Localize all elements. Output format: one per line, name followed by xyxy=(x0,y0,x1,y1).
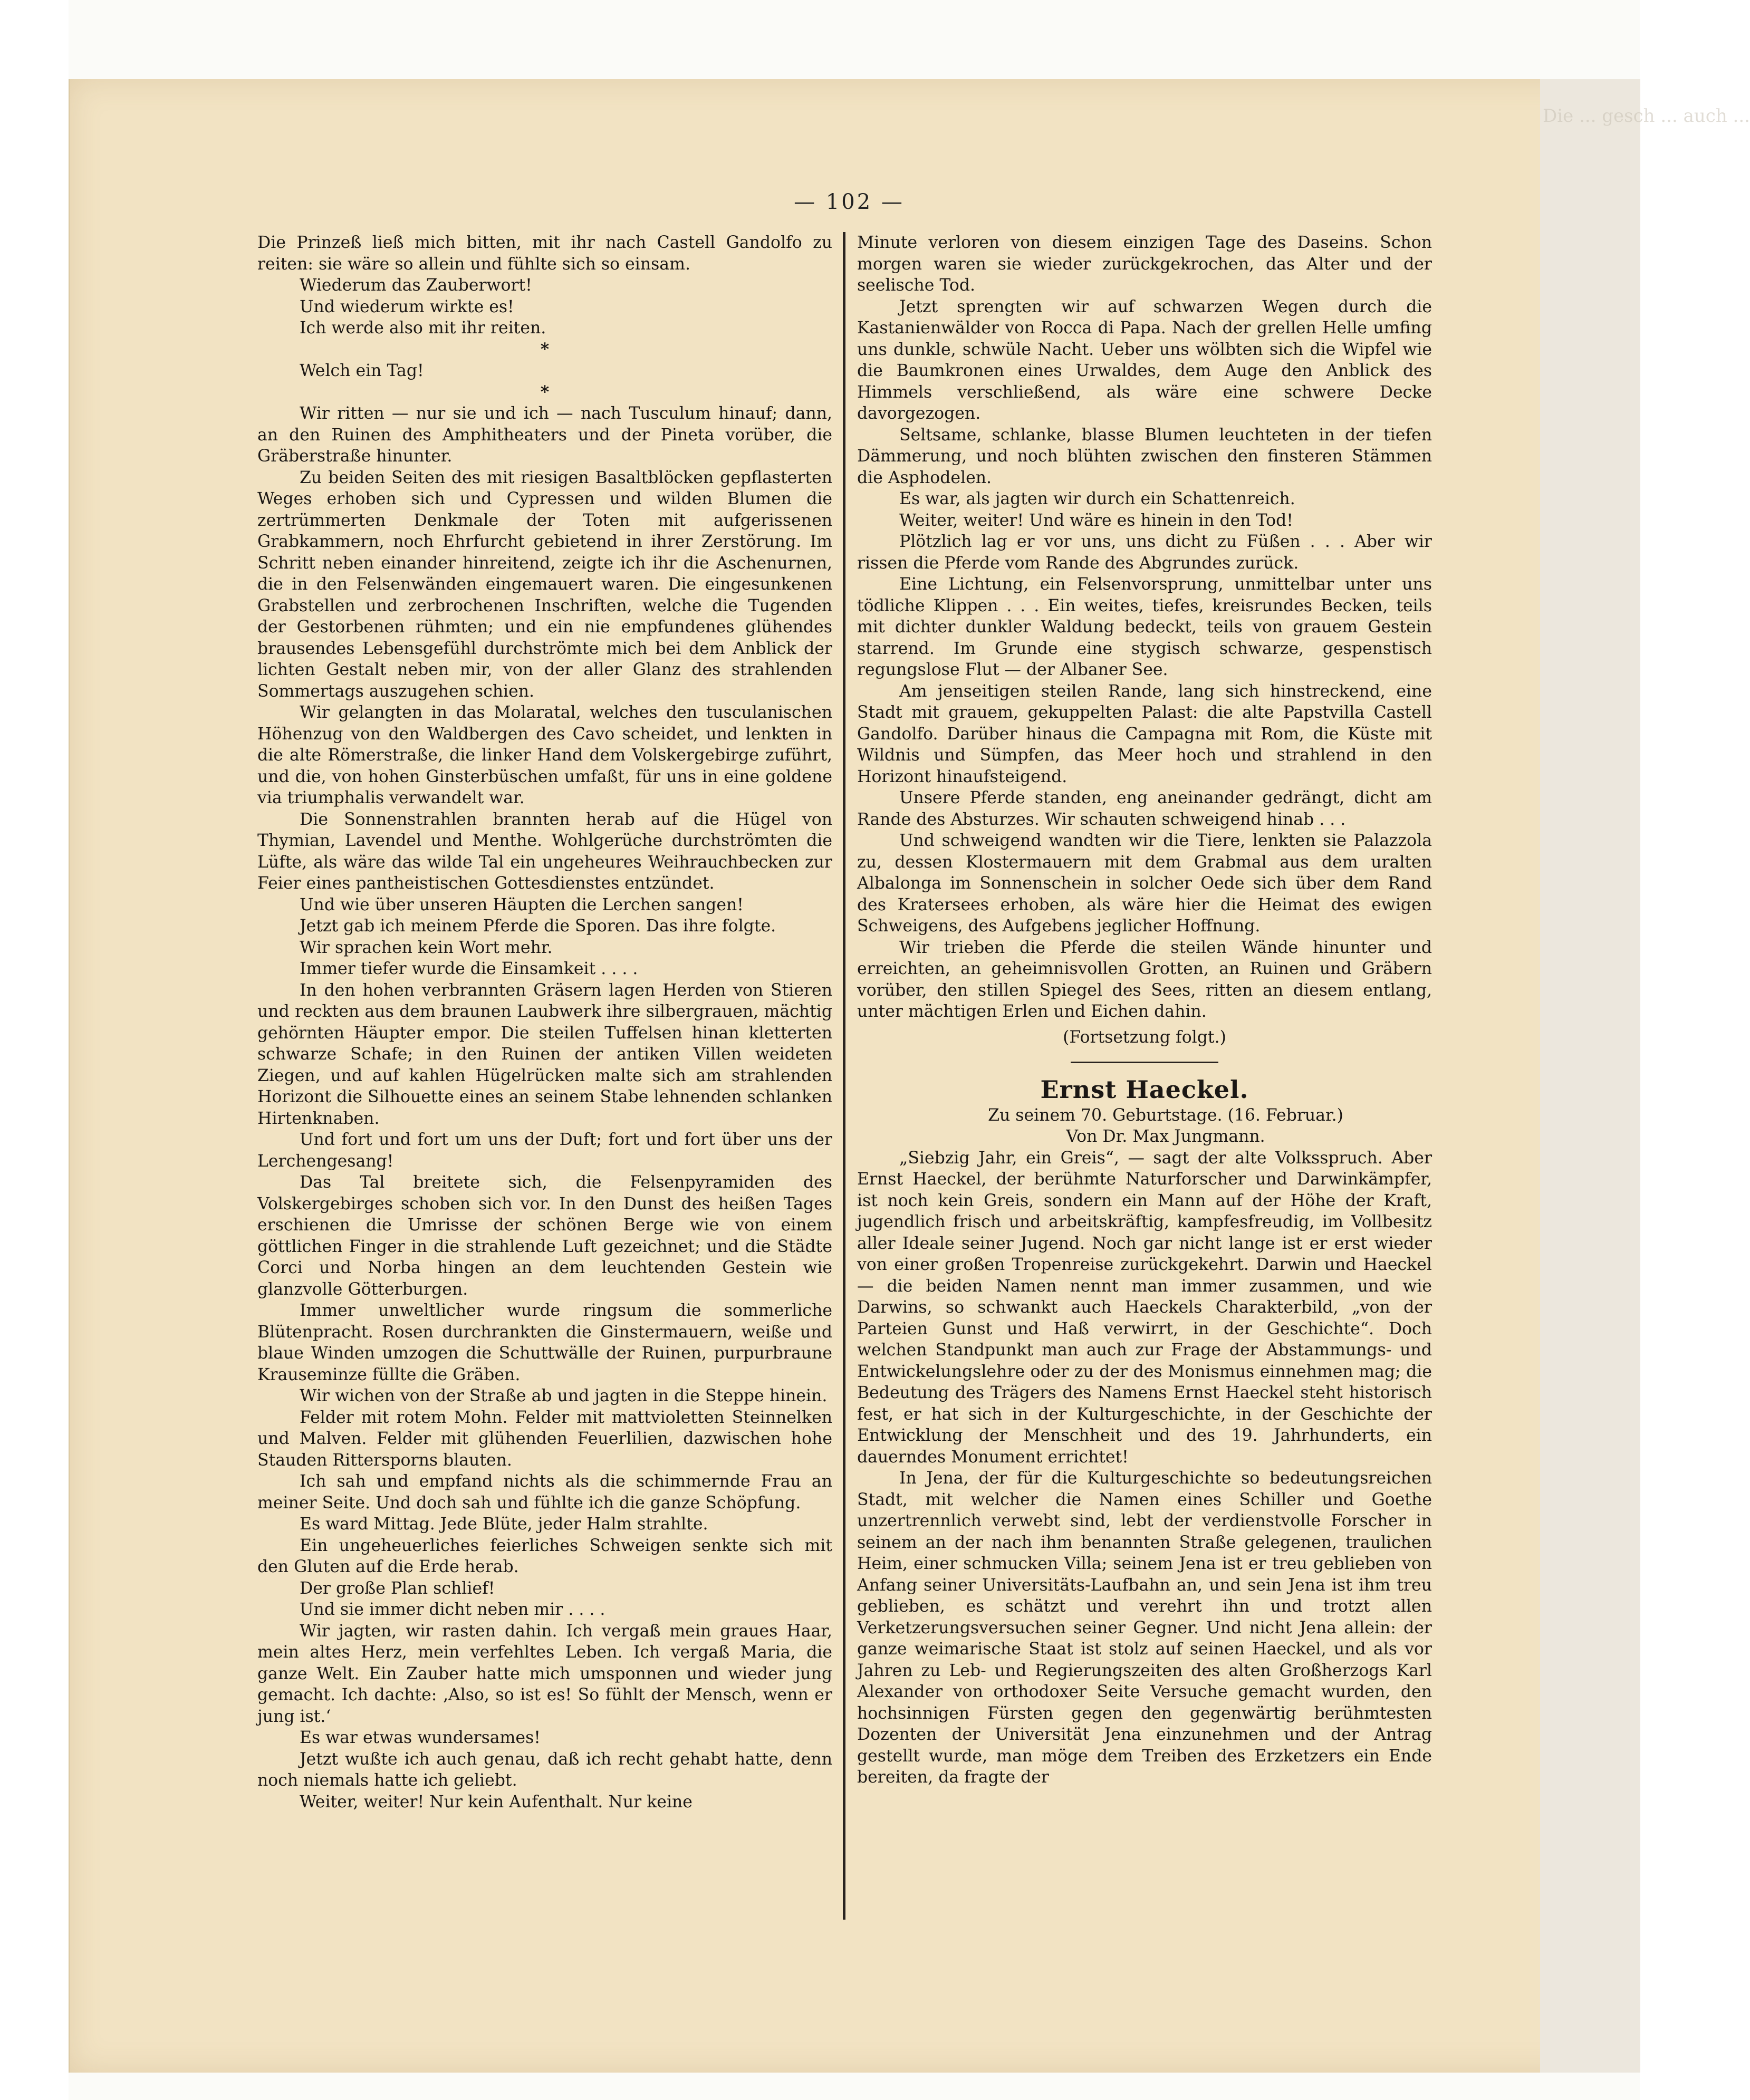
paragraph: Wir gelangten in das Molaratal, welches den tusculanischen Höhenzug von den Waldbergen des Cavo scheidet, und lenkten in die alte Römerstraße, die linker Hand dem Volskergebirge zuführt, und die, von hohen Ginsterbüschen umfaßt, für uns in eine goldene via triumphalis verwandelt war. xyxy=(257,703,832,807)
paragraph: Ein ungeheuerliches feierliches Schweigen senkte sich mit den Gluten auf die Erde herab. xyxy=(257,1536,832,1576)
paragraph: Unsere Pferde standen, eng aneinander gedrängt, dicht am Rande des Absturzes. Wir schauten schweigend hinab . . . xyxy=(857,788,1432,829)
paragraph: Wiederum das Zauberwort! xyxy=(300,276,532,295)
paragraph: Jetzt sprengten wir auf schwarzen Wegen durch die Kastanienwälder von Rocca di Papa. Nach der grellen Helle umfing uns dunkle, schwüle Nacht. Ueber uns wölbten sich die Wipfel wie die Baumkronen eines Urwaldes, dem Auge den Anblick des Himmels verschließend, als wäre eine schwere Decke davorgezogen. xyxy=(857,297,1432,423)
paragraph: Ich werde also mit ihr reiten. xyxy=(300,319,546,338)
right-column xyxy=(857,232,1432,1788)
paragraph: Es war, als jagten wir durch ein Schattenreich. xyxy=(899,489,1295,508)
paragraph: Und fort und fort um uns der Duft; fort und fort über uns der Lerchengesang! xyxy=(257,1130,832,1171)
paragraph: Weiter, weiter! Nur kein Aufenthalt. Nur keine xyxy=(300,1792,693,1812)
paragraph: In den hohen verbrannten Gräsern lagen Herden von Stieren und reckten aus dem braunen Laubwerk ihre silbergrauen, mächtig gehörnten Häupter empor. Die steilen Tuffelsen hinan kletterten schwarze Schafe; in den Ruinen der antiken Villen weideten Ziegen, und auf kahlen Hügelrücken malte sich am strahlenden Horizont die Silhouette eines an seinem Stabe lehnenden schlanken Hirtenknaben. xyxy=(257,980,832,1128)
paragraph: Felder mit rotem Mohn. Felder mit mattvioletten Steinnelken und Malven. Felder mit glühenden Feuerlilien, dazwischen hohe Stauden Rittersporns blauten. xyxy=(257,1408,832,1470)
column-divider xyxy=(843,232,845,1920)
paragraph: Minute verloren von diesem einzigen Tage des Daseins. Schon morgen waren sie wieder zurückgekrochen, das Alter und der seelische Tod. xyxy=(857,233,1432,295)
paragraph: Jetzt wußte ich auch genau, daß ich recht gehabt hatte, denn noch niemals hatte ich geliebt. xyxy=(257,1749,832,1790)
article-byline: Von Dr. Max Jungmann. xyxy=(1066,1127,1265,1146)
paragraph: Das Tal breitete sich, die Felsenpyramiden des Volskergebirges schoben sich vor. In den Dunst des heißen Tages erschienen die Umrisse der schönen Berge wie von einem göttlichen Finger in die strahlende Luft gezeichnet; und die Städte Corci und Norba hingen an dem leuchtenden Gestein wie glanzvolle Götterburgen. xyxy=(257,1173,832,1299)
paragraph: Jetzt gab ich meinem Pferde die Sporen. Das ihre folgte. xyxy=(300,917,776,936)
paragraph: Eine Lichtung, ein Felsenvorsprung, unmittelbar unter uns tödliche Klippen . . . Ein weites, tiefes, kreisrundes Becken, teils mit dichter dunkler Waldung bedeckt, teils von grauem Gestein starrend. Im Grunde eine stygisch schwarze, gespenstisch regungslose Flut — der Albaner See. xyxy=(857,575,1432,679)
paragraph: Zu beiden Seiten des mit riesigen Basaltblöcken gepflasterten Weges erhoben sich und Cypressen und wilden Blumen die zertrümmerten Denkmale der Toten mit aufgerissenen Grabkammern, noch Ehrfurcht gebietend in ihrer Zerstörung. Im Schritt neben einander hinreitend, zeigte ich ihr die Aschenurnen, die in den Felsenwänden eingemauert waren. Die eingesunkenen Grabstellen und zerbrochenen Inschriften, welche die Tugenden der Gestorbenen rühmten; und ein nie empfundenes glühendes brausendes Lebensgefühl durchströmte mich bei dem Anblick der lichten Gestalt neben mir, von der aller Glanz des strahlenden Sommertags auszugehen schien. xyxy=(257,468,832,701)
paragraph: Wir wichen von der Straße ab und jagten in die Steppe hinein. xyxy=(300,1386,828,1405)
paragraph: Seltsame, schlanke, blasse Blumen leuchteten in der tiefen Dämmerung, und noch blühten zwischen den finsteren Stämmen die Asphodelen. xyxy=(857,425,1432,487)
paragraph: Und schweigend wandten wir die Tiere, lenkten sie Palazzola zu, dessen Klostermauern mit dem Grabmal aus dem uralten Albalonga im Sonnenschein in solcher Oede sich über dem Rand des Kratersees erhoben, als wäre hier die Heimat des ewigen Schweigens, des Aufgebens jeglicher Hoffnung. xyxy=(857,831,1432,936)
section-star: * xyxy=(540,382,550,402)
paragraph: Am jenseitigen steilen Rande, lang sich hinstreckend, eine Stadt mit grauem, gekuppelten Palast: die alte Papstvilla Castell Gandolfo. Darüber hinaus die Campagna mit Rom, die Küste mit Wildnis und Sümpfen, das Meer hoch und strahlend in den Horizont hinaufsteigend. xyxy=(857,681,1432,786)
left-column xyxy=(257,232,832,1813)
paragraph: Die Prinzeß ließ mich bitten, mit ihr nach Castell Gandolfo zu reiten: sie wäre so allein und fühlte sich so einsam. xyxy=(257,233,832,274)
article-title: Ernst Haeckel. xyxy=(1040,1075,1249,1104)
paragraph: Ich sah und empfand nichts als die schimmernde Frau an meiner Seite. Und doch sah und fühlte ich die ganze Schöpfung. xyxy=(257,1472,832,1513)
article-occasion: Zu seinem 70. Geburtstage. (16. Februar.) xyxy=(988,1105,1343,1125)
paragraph: Wir jagten, wir rasten dahin. Ich vergaß mein graues Haar, mein altes Herz, mein verfehltes Leben. Ich vergaß Maria, die ganze Welt. Ein Zauber hatte mich umsponnen und wieder jung gemacht. Ich dachte: ‚Also, so ist es! So fühlt der Mensch, wenn er jung ist.‘ xyxy=(257,1621,832,1726)
page-number: — 102 — xyxy=(794,190,905,214)
paragraph: Und wiederum wirkte es! xyxy=(300,297,514,316)
paragraph: Wir ritten — nur sie und ich — nach Tusculum hinauf; dann, an den Ruinen des Amphitheaters und der Pineta vorüber, die Gräberstraße hinunter. xyxy=(257,404,832,466)
paragraph: Plötzlich lag er vor uns, uns dicht zu Füßen . . . Aber wir rissen die Pferde vom Rande des Abgrundes zurück. xyxy=(857,532,1432,573)
article-separator xyxy=(1071,1062,1218,1063)
continued-note: (Fortsetzung folgt.) xyxy=(1063,1027,1226,1047)
adjacent-page-bleed-text: Die ... gesch ... auch ... xyxy=(1543,105,1750,127)
paragraph: Immer tiefer wurde die Einsamkeit . . . . xyxy=(300,959,638,978)
paragraph: Wir sprachen kein Wort mehr. xyxy=(300,938,553,957)
paragraph: „Siebzig Jahr, ein Greis“, — sagt der alte Volksspruch. Aber Ernst Haeckel, der berühmte Naturforscher und Darwinkämpfer, ist noch kein Greis, sondern ein Mann auf der Höhe der Kraft, jugendlich frisch und arbeitskräftig, kampfesfreudig, im Vollbesitz aller Ideale seiner Jugend. Noch gar nicht lange ist er erst wieder von einer großen Tropenreise zurückgekehrt. Darwin und Haeckel — die beiden Namen nennt man immer zusammen, und wie Darwins, so schwankt auch Haeckels Charakterbild, „von der Parteien Gunst und Haß verwirrt, in der Geschichte“. Doch welchen Standpunkt man auch zur Frage der Abstammungs- und Entwickelungslehre oder zu der des Monismus einnehmen mag; die Bedeutung des Trägers des Namens Ernst Haeckel steht historisch fest, er hat sich in der Kulturgeschichte, in der Geschichte der Entwicklung der Menschheit und des 19. Jahrhunderts, ein dauerndes Monument errichtet! xyxy=(857,1148,1432,1467)
paragraph: Welch ein Tag! xyxy=(300,361,424,380)
paragraph: Und wie über unseren Häupten die Lerchen sangen! xyxy=(300,895,744,914)
paragraph: Und sie immer dicht neben mir . . . . xyxy=(300,1600,605,1619)
paragraph: Es war etwas wundersames! xyxy=(300,1728,541,1747)
paragraph: Weiter, weiter! Und wäre es hinein in den Tod! xyxy=(899,510,1293,530)
paragraph: Es ward Mittag. Jede Blüte, jeder Halm strahlte. xyxy=(300,1515,708,1534)
section-star: * xyxy=(540,339,550,359)
paragraph: Der große Plan schlief! xyxy=(300,1578,495,1598)
scan-margin xyxy=(0,0,69,2100)
paragraph: Immer unweltlicher wurde ringsum die sommerliche Blütenpracht. Rosen durchrankten die Ginstermauern, weiße und blaue Winden umzogen die Schuttwälle der Ruinen, purpurbraune Krauseminze füllte die Gräben. xyxy=(257,1301,832,1384)
paragraph: In Jena, der für die Kulturgeschichte so bedeutungsreichen Stadt, mit welcher die Namen eines Schiller und Goethe unzertrennlich verwebt sind, lebt der verdienstvolle Forscher in seinem an der nach ihm benannten Straße gelegenen, traulichen Heim, einer schmucken Villa; seinem Jena ist er treu geblieben von Anfang seiner Universitäts-Laufbahn an, und sein Jena ist ihm treu geblieben, es schätzt und verehrt ihn und trotzt allen Verketzerungsversuchen seiner Gegner. Und nicht Jena allein: der ganze weimarische Staat ist stolz auf seinen Haeckel, und als vor Jahren zu Leb- und Regierungszeiten des alten Großherzogs Karl Alexander von orthodoxer Seite Versuche gemacht wurden, den hochsinnigen Fürsten gegen den gegenwärtig berühmtesten Dozenten der Universität Jena einzunehmen und der Antrag gestellt wurde, man möge dem Treiben des Erzketzers ein Ende bereiten, da fragte der xyxy=(857,1469,1432,1787)
paragraph: Die Sonnenstrahlen brannten herab auf die Hügel von Thymian, Lavendel und Menthe. Wohlgerüche durchströmten die Lüfte, als wäre das wilde Tal ein ungeheures Weihrauchbecken zur Feier eines pantheistischen Gottesdienstes entzündet. xyxy=(257,810,832,893)
paragraph: Wir trieben die Pferde die steilen Wände hinunter und erreichten, an geheimnisvollen Grotten, an Ruinen und Gräbern vorüber, den stillen Spiegel des Sees, ritten an diesem entlang, unter mächtigen Erlen und Eichen dahin. xyxy=(857,938,1432,1021)
